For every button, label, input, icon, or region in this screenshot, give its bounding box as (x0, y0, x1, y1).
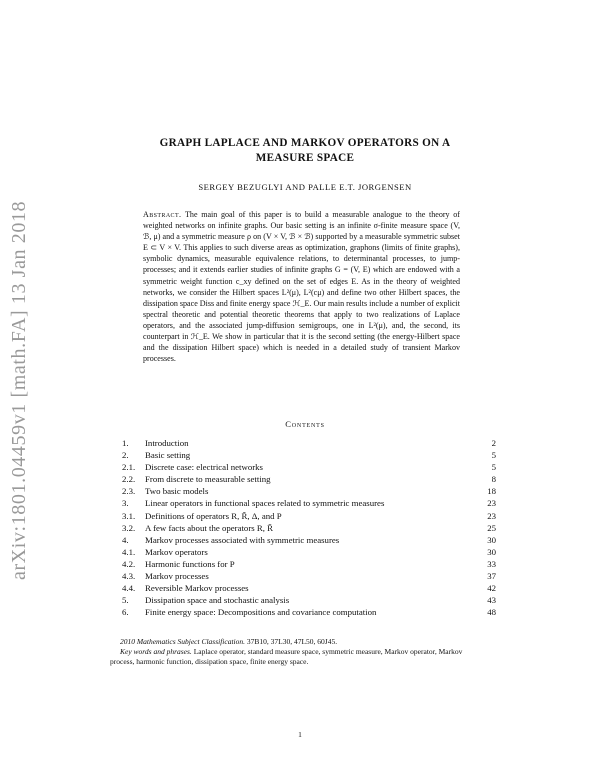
toc-entry[interactable] (118, 570, 496, 582)
keywords-text: Laplace operator, standard measure space, symmetric measure, Markov operator, Markov process, harmonic function, dissipation space, finite energy space. (110, 647, 463, 667)
toc-entry-title: From discrete to measurable setting (145, 474, 271, 485)
toc-entry[interactable] (118, 437, 496, 449)
toc-entry-number: 3. (122, 498, 129, 509)
toc-entry[interactable] (118, 594, 496, 606)
contents-heading: Contents (285, 419, 325, 429)
toc-entry-number: 4.4. (122, 583, 136, 594)
title-line-2: MEASURE SPACE (255, 152, 355, 164)
abstract (143, 209, 460, 364)
keywords-label: Key words and phrases. (120, 647, 192, 657)
toc-entry[interactable] (118, 558, 496, 570)
table-of-contents (118, 437, 496, 618)
toc-entry-page: 8 (491, 474, 496, 485)
toc-entry-title: Reversible Markov processes (145, 583, 249, 594)
toc-entry[interactable] (118, 497, 496, 509)
toc-entry-title: Dissipation space and stochastic analysis (145, 595, 290, 606)
paper-title (110, 136, 500, 166)
toc-entry-page: 18 (487, 486, 496, 497)
toc-entry[interactable] (118, 534, 496, 546)
toc-entry-page: 48 (487, 607, 496, 618)
keywords-line (110, 647, 476, 667)
toc-entry-number: 2. (122, 450, 129, 461)
toc-entry-page: 42 (487, 583, 496, 594)
toc-entry-number: 3.2. (122, 522, 136, 533)
toc-entry-title: Linear operators in functional spaces related to symmetric measures (145, 498, 385, 509)
toc-entry[interactable] (118, 522, 496, 534)
toc-entry-title: Finite energy space: Decompositions and covariance computation (145, 607, 377, 618)
arxiv-stamp: arXiv:1801.04459v1 [math.FA] 13 Jan 2018 (8, 200, 30, 580)
toc-entry-number: 2.2. (122, 474, 136, 485)
toc-entry-number: 5. (122, 595, 129, 606)
toc-entry[interactable] (118, 582, 496, 594)
msc-line (110, 637, 476, 647)
toc-entry-page: 23 (487, 510, 496, 521)
toc-entry-title: Markov processes associated with symmetric measures (145, 534, 340, 545)
msc-codes: 37B10, 37L30, 47L50, 60J45. (246, 637, 338, 646)
toc-entry-page: 30 (487, 534, 496, 545)
toc-entry-number: 6. (122, 607, 129, 618)
paper-authors: SERGEY BEZUGLYI AND PALLE E.T. JORGENSEN (198, 182, 412, 192)
toc-entry[interactable] (118, 485, 496, 497)
toc-entry-page: 5 (491, 450, 496, 461)
toc-entry-title: Markov operators (145, 546, 208, 557)
toc-entry-number: 4.2. (122, 558, 136, 569)
toc-entry-number: 1. (122, 438, 129, 448)
title-line-1: GRAPH LAPLACE AND MARKOV OPERATORS ON A (159, 137, 451, 149)
toc-entry[interactable] (118, 449, 496, 461)
toc-entry-title: Introduction (145, 438, 189, 448)
toc-entry-page: 30 (487, 546, 496, 557)
toc-entry-title: Discrete case: electrical networks (145, 462, 263, 473)
toc-entry[interactable] (118, 473, 496, 485)
toc-entry-page: 37 (487, 571, 496, 582)
abstract-text: The main goal of this paper is to build a measurable analogue to the theory of weighted networks on infinite graphs. Our basic setting is an infinite σ-finite measure space (V, ℬ, μ) and a symmetric measure ρ on (V × V, ℬ × ℬ) supported by a measurable symmetric subset E ⊂ V × V. This applies to such diverse areas as optimization, graphons (limits of finite graphs), symbolic dynamics, measurable equivalence relations, to determinantal processes, to jump-processes; and it extends earlier studies of infinite graphs G = (V, E) which are endowed with a symmetric weight function c_xy defined on the set of edges E. As in the theory of weighted networks, we consider the Hilbert spaces L²(μ), L²(cμ) and define two other Hilbert spaces, the dissipation space Diss and finite energy space ℋ_E. Our main results include a number of explicit spectral theoretic and potential theoretic theorems that apply to two realizations of Laplace operators, and the associated jump-diffusion semigroups, one in L²(μ), and, the second, its counterpart in ℋ_E. We show in particular that it is the second setting (the energy-Hilbert space and the dissipation Hilbert space) which is needed in a detailed study of transient Markov processes. (143, 210, 460, 364)
footnotes (110, 637, 476, 668)
toc-entry-page: 2 (491, 438, 496, 448)
toc-entry-number: 2.1. (122, 462, 136, 473)
toc-entry-page: 5 (491, 462, 496, 473)
toc-entry-title: Basic setting (145, 450, 191, 461)
toc-entry-page: 25 (487, 522, 496, 533)
abstract-label: Abstract. (143, 210, 182, 219)
toc-entry-number: 3.1. (122, 510, 136, 521)
toc-entry[interactable] (118, 461, 496, 473)
toc-entry[interactable] (118, 606, 496, 618)
toc-entry-title: Definitions of operators R, R̃, Δ, and P (145, 510, 282, 521)
toc-entry-title: Markov processes (145, 571, 209, 582)
msc-label: 2010 Mathematics Subject Classification. (120, 637, 245, 646)
toc-entry-title: A few facts about the operators R, R̃ (145, 522, 274, 533)
toc-entry-title: Two basic models (145, 486, 209, 497)
toc-entry[interactable] (118, 510, 496, 522)
toc-entry-number: 4. (122, 534, 129, 545)
toc-entry-title: Harmonic functions for P (145, 558, 235, 569)
toc-entry-page: 23 (487, 498, 496, 509)
toc-entry-number: 4.3. (122, 571, 136, 582)
toc-entry-number: 4.1. (122, 546, 136, 557)
toc-entry-page: 33 (487, 558, 496, 569)
toc-entry-number: 2.3. (122, 486, 136, 497)
toc-entry-page: 43 (487, 595, 496, 606)
toc-entry[interactable] (118, 546, 496, 558)
page-number: 1 (298, 730, 302, 739)
